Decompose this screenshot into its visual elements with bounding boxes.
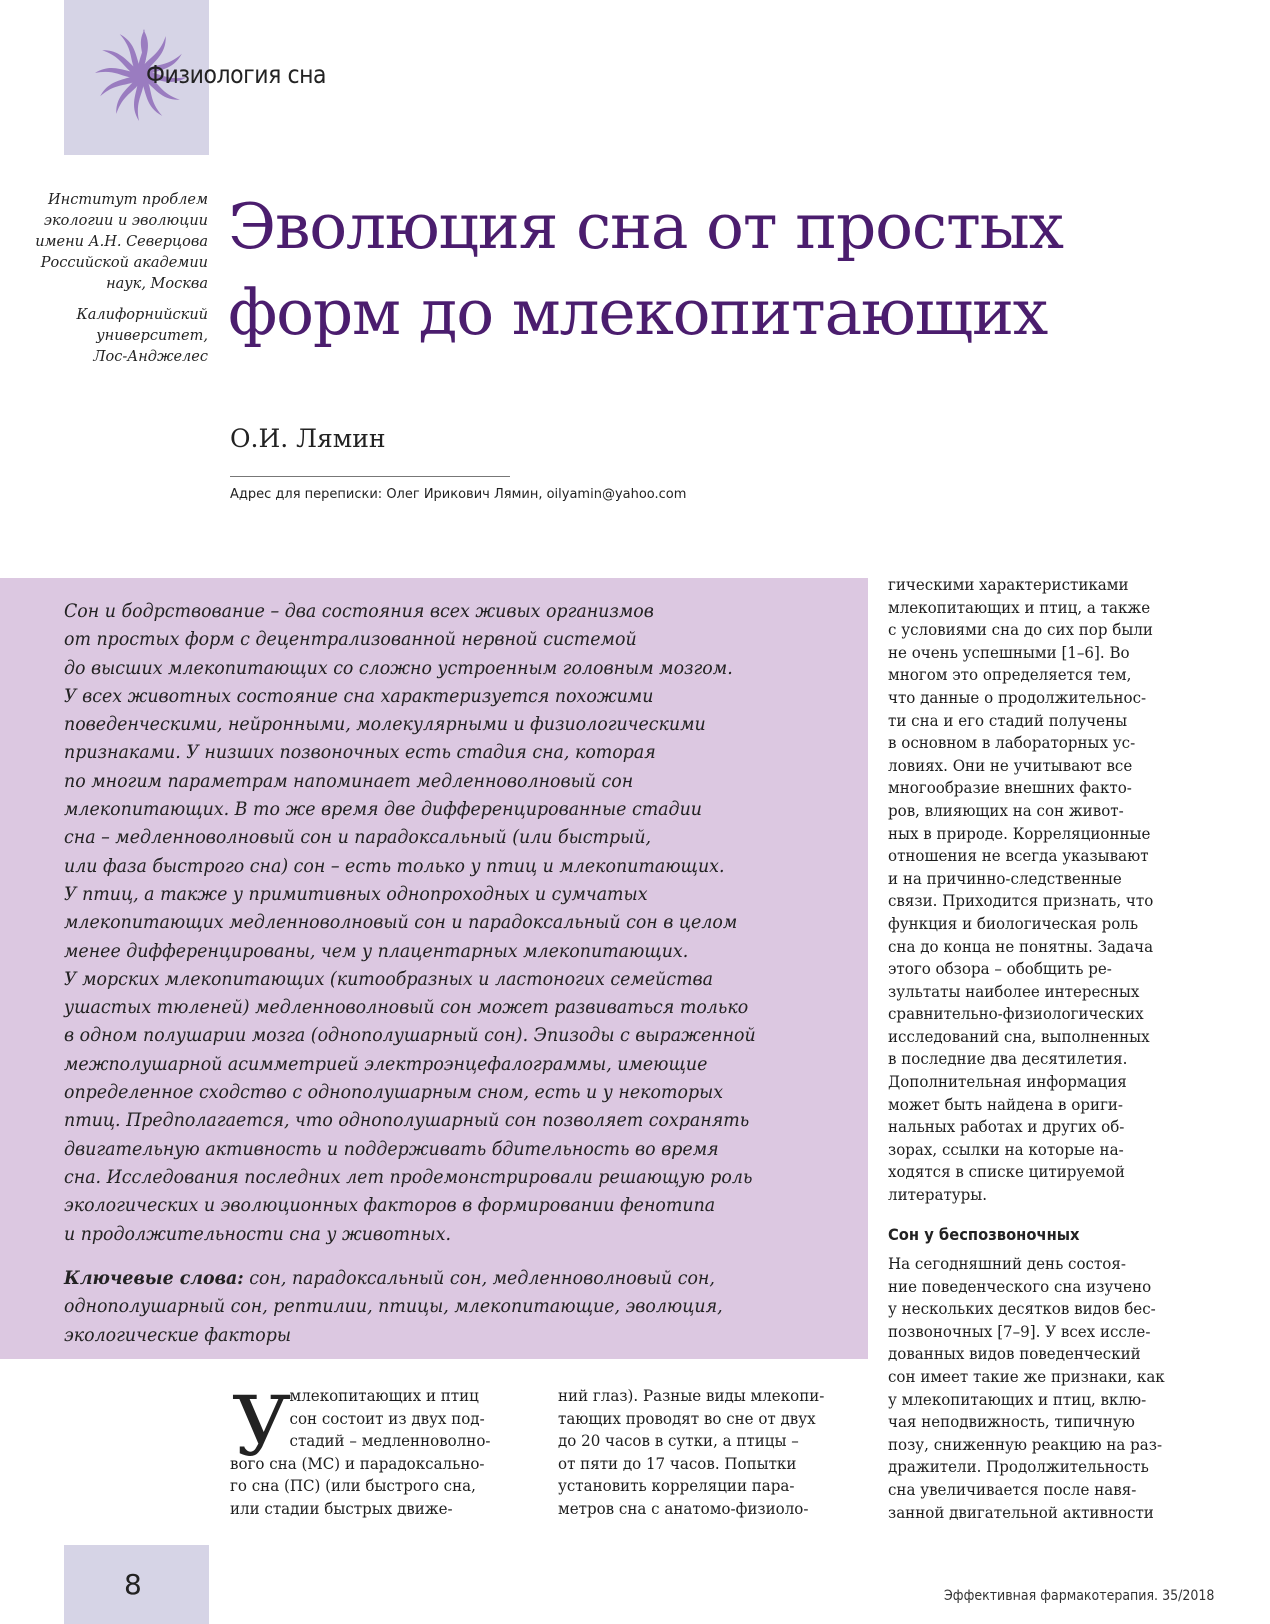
author-name: О.И. Лямин [230, 424, 386, 453]
body-column-3 [888, 574, 1198, 1207]
affiliation-1-line: экологии и эволюции [43, 213, 208, 229]
abstract-line: двигательную активность и поддерживать бдительность во время [64, 1138, 719, 1160]
col3-line: не очень успешными [1–6]. Во [888, 642, 1130, 662]
col3b-line: у млекопитающих и птиц, вклю- [888, 1389, 1147, 1409]
affiliation-1-line: Российской академии [40, 255, 208, 271]
col3-line: функция и биологическая роль [888, 913, 1139, 933]
abstract-line: экологических и эволюционных факторов в формировании фенотипа [64, 1195, 716, 1217]
author-divider [230, 476, 510, 477]
abstract-line: определенное сходство с однополушарным сном, есть и у некоторых [64, 1082, 724, 1104]
col3-line: Дополнительная информация [888, 1072, 1127, 1092]
section-heading-invertebrates: Сон у беспозвоночных [888, 1225, 1080, 1244]
keywords-line: экологические факторы [64, 1324, 292, 1346]
col3b-line: у нескольких десятков видов бес- [888, 1299, 1156, 1319]
abstract-line: млекопитающих. В то же время две дифференцированные стадии [64, 799, 702, 821]
col3-line: и на причинно-следственные [888, 868, 1122, 888]
col3b-line: чая неподвижность, типичную [888, 1412, 1135, 1432]
abstract [64, 598, 864, 1249]
col3-line: ров, влияющих на сон живот- [888, 800, 1124, 820]
col3b-line: дражители. Продолжительность [888, 1457, 1149, 1477]
col2-line: от пяти до 17 часов. Попытки [558, 1453, 797, 1473]
abstract-line: сна. Исследования последних лет продемонстрировали решающую роль [64, 1166, 753, 1188]
col3-line: многом это определяется тем, [888, 665, 1132, 685]
col3-line: что данные о продолжительнос- [888, 687, 1147, 707]
col3-line: этого обзора – обобщить ре- [888, 959, 1112, 979]
affiliation-2 [20, 305, 208, 368]
body-column-1 [230, 1380, 540, 1521]
keywords-line: однополушарный сон, рептилии, птицы, млекопитающие, эволюция, [64, 1296, 723, 1318]
col2-line: установить корреляции пара- [558, 1476, 795, 1496]
abstract-line: от простых форм с децентрализованной нервной системой [64, 629, 637, 651]
keywords-text: сон, парадоксальный сон, медленноволновый сон, [243, 1268, 715, 1289]
journal-footer: Эффективная фармакотерапия. 35/2018 [944, 1588, 1215, 1604]
drop-cap: У [232, 1380, 292, 1475]
col3-line: ти сна и его стадий получены [888, 710, 1128, 730]
col3-line: может быть найдена в ориги- [888, 1094, 1124, 1114]
abstract-line: в одном полушарии мозга (однополушарный сон). Эпизоды с выраженной [64, 1025, 756, 1047]
col3-line: литературы. [888, 1185, 988, 1205]
col1-line: вого сна (МС) и парадоксально- [230, 1453, 485, 1473]
page-number: 8 [124, 1568, 142, 1601]
abstract-line: по многим параметрам напоминает медленноволновый сон [64, 770, 634, 792]
abstract-line: или фаза быстрого сна) сон – есть только у птиц и млекопитающих. [64, 855, 725, 877]
keywords-label: Ключевые слова: [64, 1268, 244, 1289]
abstract-line: У всех животных состояние сна характеризуется похожими [64, 685, 654, 707]
col1-line: или стадии быстрых движе- [230, 1498, 453, 1518]
abstract-line: признаками. У низших позвоночных есть стадия сна, которая [64, 742, 656, 764]
abstract-line: У птиц, а также у примитивных однопроходных и сумчатых [64, 883, 648, 905]
affiliation-1-line: наук, Москва [106, 276, 208, 292]
col1-line: сон состоит из двух под- [289, 1408, 485, 1428]
abstract-line: поведенческими, нейронными, молекулярными и физиологическими [64, 714, 706, 736]
abstract-line: до высших млекопитающих со сложно устроенным головным мозгом. [64, 657, 733, 679]
col3-line: сравнительно-физиологических [888, 1004, 1144, 1024]
col3b-line: ние поведенческого сна изучено [888, 1276, 1152, 1296]
col3-line: исследований сна, выполненных [888, 1026, 1150, 1046]
col3-line: зультаты наиболее интересных [888, 981, 1140, 1001]
affiliation-2-line: университет, [96, 328, 208, 344]
col1-line: млекопитающих и птиц [289, 1386, 479, 1405]
abstract-line: млекопитающих медленноволновый сон и парадоксальный сон в целом [64, 912, 738, 934]
col3-line: ловиях. Они не учитывают все [888, 755, 1133, 775]
col2-line: до 20 часов в сутки, а птицы – [558, 1431, 799, 1451]
col3-line: отношения не всегда указывают [888, 846, 1149, 866]
col3-line: сна до конца не понятны. Задача [888, 936, 1154, 956]
col3-line: с условиями сна до сих пор были [888, 620, 1153, 640]
section-label: Физиология сна [146, 60, 327, 89]
col3-line: ходятся в списке цитируемой [888, 1162, 1125, 1182]
title-line: Эволюция сна от простых [228, 190, 1063, 263]
col3-line: в основном в лабораторных ус- [888, 733, 1136, 753]
affiliation-2-line: Лос-Анджелес [93, 349, 208, 365]
abstract-line: У морских млекопитающих (китообразных и ластоногих семейства [64, 968, 714, 990]
affiliation-1-line: Институт проблем [48, 192, 208, 208]
abstract-line: Сон и бодрствование – два состояния всех живых организмов [64, 601, 654, 622]
col2-line: ний глаз). Разные виды млекопи- [558, 1386, 825, 1405]
col1-line: стадий – медленноволно- [289, 1431, 491, 1451]
abstract-line: птиц. Предполагается, что однополушарный сон позволяет сохранять [64, 1110, 750, 1132]
keywords [64, 1265, 864, 1350]
col2-line: тающих проводят во сне от двух [558, 1408, 816, 1428]
col3-line: многообразие внешних факто- [888, 778, 1132, 798]
article-title [228, 184, 1258, 356]
title-line: форм до млекопитающих [228, 276, 1048, 349]
affiliation-2-line: Калифорнийский [76, 307, 208, 323]
col3b-line: позу, сниженную реакцию на раз- [888, 1434, 1163, 1454]
col3b-line: сон имеет такие же признаки, как [888, 1366, 1165, 1386]
body-column-3-continued [888, 1253, 1198, 1524]
col3-line: гическими характеристиками [888, 575, 1129, 594]
col3b-line: сна увеличивается после навя- [888, 1479, 1137, 1499]
keywords-line [64, 1265, 816, 1293]
body-column-2 [558, 1385, 868, 1521]
col3-line: ных в природе. Корреляционные [888, 823, 1151, 843]
col3-line: нальных работах и других об- [888, 1117, 1125, 1137]
affiliation-1-line: имени А.Н. Северцова [35, 234, 208, 250]
col3-line: связи. Приходится признать, что [888, 891, 1154, 911]
col3b-line: На сегодняшний день состоя- [888, 1254, 1126, 1273]
col3b-line: дованных видов поведенческий [888, 1344, 1141, 1364]
col3-line: млекопитающих и птиц, а также [888, 597, 1151, 617]
col3b-line: позвоночных [7–9]. У всех иссле- [888, 1321, 1151, 1341]
col1-line: го сна (ПС) (или быстрого сна, [230, 1476, 476, 1496]
col3-line: зорах, ссылки на которые на- [888, 1139, 1124, 1159]
contact-address: Адрес для переписки: Олег Ирикович Лямин, oilyamin@yahoo.com [230, 487, 687, 502]
abstract-line: и продолжительности сна у животных. [64, 1223, 451, 1245]
affiliation-1 [20, 190, 208, 295]
abstract-line: ушастых тюленей) медленноволновый сон может развиваться только [64, 997, 749, 1019]
col3b-line: занной двигательной активности [888, 1502, 1154, 1522]
abstract-line: межполушарной асимметрией электроэнцефалограммы, имеющие [64, 1053, 708, 1075]
col3-line: в последние два десятилетия. [888, 1049, 1128, 1069]
abstract-line: сна – медленноволновый сон и парадоксальный (или быстрый, [64, 827, 652, 849]
abstract-line: менее дифференцированы, чем у плацентарных млекопитающих. [64, 940, 689, 962]
col2-line: метров сна с анатомо-физиоло- [558, 1498, 809, 1518]
